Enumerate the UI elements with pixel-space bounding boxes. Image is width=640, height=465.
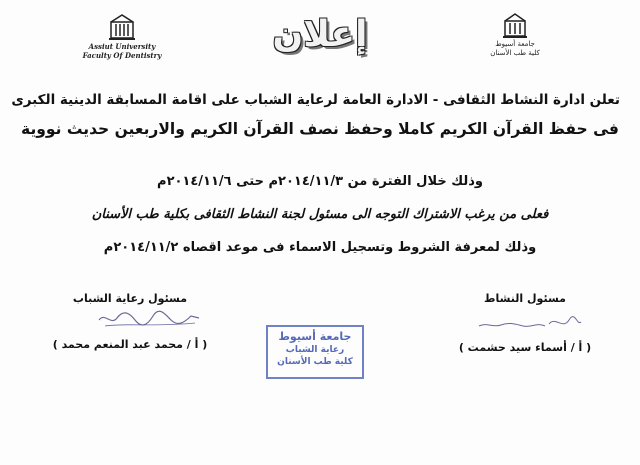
logo-english-line1: Assiut University [88,42,156,51]
university-emblem-icon [107,12,137,42]
announcement-line-5: وذلك لمعرفة الشروط وتسجيل الاسماء فى موعد اقصاه ٢٠١٤/١١/٢م [103,240,537,255]
stamp-line-3: كلية طب الأسنان [277,357,353,367]
announcement-line-2: فى حفظ القرآن الكريم كاملا وحفظ نصف القرآن الكريم والاربعين حديث نووية [21,120,619,138]
announcement-line-1: تعلن ادارة النشاط الثقافى - الادارة العامة لرعاية الشباب على اقامة المسابقة الدينية الكبرى [11,92,620,108]
logo-arabic-line2: كلية طب الأسنان [490,49,540,57]
signature-left-scribble [95,306,205,332]
official-stamp [266,325,364,379]
activity-officer-name: ( أ / أسماء سيد حشمت ) [458,341,592,354]
stamp-line-2: رعاية الشباب [285,345,345,355]
stamp-line-1: جامعة أسيوط [278,330,352,343]
signature-right-scribble [475,312,585,336]
assiut-university-logo [62,12,182,60]
youth-care-officer-title: مسئول رعاية الشباب [72,292,188,305]
announcement-line-3: وذلك خلال الفترة من ٢٠١٤/١١/٣م حتى ٢٠١٤/١١/٦م [157,174,483,189]
youth-care-officer-name: ( أ / محمد عبد المنعم محمد ) [52,338,208,351]
logo-english-line2: Faculty Of Dentistry [82,51,162,60]
announcement-title: إعلان [272,14,368,55]
faculty-emblem-icon [502,12,528,40]
logo-arabic-line1: جامعة أسيوط [495,40,535,48]
announcement-line-4: فعلى من يرغب الاشتراك التوجه الى مسئول لجنة النشاط الثقافى بكلية طب الأسنان [91,207,549,222]
faculty-logo [470,12,560,58]
activity-officer-title: مسئول النشاط [484,292,566,305]
